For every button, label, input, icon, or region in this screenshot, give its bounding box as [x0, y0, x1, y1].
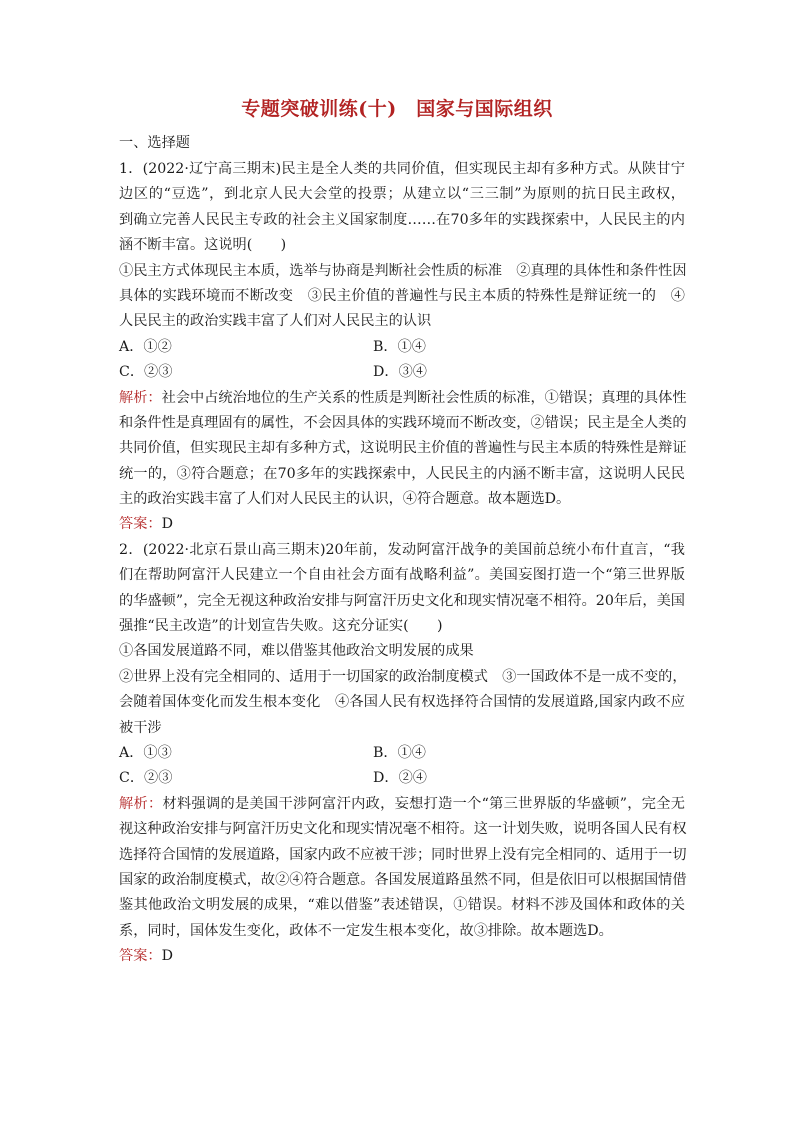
- analysis-line: [119, 792, 685, 817]
- option-d: D．②④: [373, 770, 427, 787]
- analysis-line: 选择符合国情的发展道路，国家内政不应被干涉；同时世界上没有完全相同的、适用于一切: [119, 846, 687, 863]
- option-a: A．①②: [119, 338, 172, 355]
- option-c: C．②③: [119, 364, 173, 381]
- analysis-line: 鉴其他政治文明发展的成果，“难以借鉴”表述错误，①错误。材料不涉及国体和政体的关: [119, 897, 685, 914]
- answer-label: 答案：: [119, 948, 162, 965]
- document-body: [119, 131, 685, 970]
- analysis-line: 统一的，③符合题意；在70多年的实践探索中，人民民主的内涵不断丰富，这说明人民民: [119, 465, 685, 482]
- options-row: [119, 335, 685, 360]
- section-heading: 一、选择题: [119, 135, 190, 151]
- analysis-label: 解析：: [119, 795, 163, 812]
- question-2: [119, 538, 685, 970]
- statement-line: ①民主方式体现民主本质，选举与协商是判断社会性质的标准 ②真理的具体性和条件性因: [119, 262, 687, 279]
- answer-line: [119, 944, 685, 969]
- analysis-line: 和条件性是真理固有的属性，不会因具体的实践环境而不断改变，②错误；民主是全人类的: [119, 414, 687, 431]
- question-stem-line: 们在帮助阿富汗人民建立一个自由社会方面有战略利益”。美国妄图打造一个“第三世界版: [119, 567, 685, 584]
- option-d: D．③④: [373, 364, 427, 381]
- statement-line: ①各国发展道路不同，难以借鉴其他政治文明发展的成果: [119, 643, 474, 660]
- question-stem-line: 强推“民主改造”的计划宣告失败。这充分证实( ): [119, 618, 443, 635]
- question-stem-line: 涵不断丰富。这说明( ): [119, 237, 287, 254]
- answer-label: 答案：: [119, 516, 162, 533]
- analysis-line: [119, 386, 685, 411]
- question-stem-line: 边区的“豆选”，到北京人民大会堂的投票；从建立以“三三制”为原则的抗日民主政权，: [119, 186, 685, 203]
- analysis-line: 主的政治实践丰富了人们对人民民主的认识，④符合题意。故本题选D。: [119, 491, 571, 508]
- statement-line: 会随着国体变化而发生根本变化 ④各国人民有权选择符合国情的发展道路,国家内政不应: [119, 694, 685, 711]
- statement-line: ②世界上没有完全相同的、适用于一切国家的政治制度模式 ③一国政体不是一成不变的，: [119, 668, 687, 685]
- options-row: [119, 741, 685, 766]
- question-stem-line: 到确立完善人民民主专政的社会主义国家制度……在70多年的实践探索中，人民民主的内: [119, 211, 685, 228]
- analysis-line: 国家的政治制度模式，故②④符合题意。各国发展道路虽然不同，但是依旧可以根据国情借: [119, 871, 687, 888]
- answer-line: [119, 512, 685, 537]
- option-b: B．①④: [373, 744, 426, 761]
- question-stem-line: 2．(2022·北京石景山高三期末)20年前，发动阿富汗战争的美国前总统小布什直言，“我: [119, 541, 685, 558]
- question-stem-line: 的华盛顿”，完全无视这种政治安排与阿富汗历史文化和现实情况毫不相符。20年后，美国: [119, 592, 685, 609]
- option-a: A．①③: [119, 744, 172, 761]
- question-stem-line: 1．(2022·辽宁高三期末)民主是全人类的共同价值，但实现民主却有多种方式。从陕甘宁: [119, 161, 685, 177]
- page-title: 专题突破训练(十) 国家与国际组织: [241, 98, 553, 120]
- analysis-text: 材料强调的是美国干涉阿富汗内政，妄想打造一个“第三世界版的华盛顿”，完全无: [162, 795, 685, 812]
- analysis-line: 视这种政治安排与阿富汗历史文化和现实情况毫不相符。这一计划失败，说明各国人民有权: [119, 821, 687, 838]
- option-b: B．①④: [373, 338, 426, 355]
- question-1: [119, 157, 685, 538]
- statement-line: 被干涉: [119, 719, 162, 736]
- option-c: C．②③: [119, 770, 173, 787]
- answer-value: D: [161, 948, 173, 965]
- options-row: [119, 766, 685, 791]
- analysis-text: 社会中占统治地位的生产关系的性质是判断社会性质的标准，①错误；真理的具体性: [161, 389, 687, 406]
- answer-value: D: [161, 516, 173, 533]
- statement-line: 具体的实践环境而不断改变 ③民主价值的普遍性与民主本质的特殊性是辩证统一的 ④: [119, 287, 685, 304]
- analysis-line: 系，同时，国体发生变化，政体不一定发生根本变化，故③排除。故本题选D。: [119, 922, 613, 939]
- statement-line: 人民民主的政治实践丰富了人们对人民民主的认识: [119, 313, 432, 330]
- analysis-label: 解析：: [119, 389, 162, 406]
- analysis-line: 共同价值，但实现民主却有多种方式，这说明民主价值的普遍性与民主本质的特殊性是辩证: [119, 440, 687, 457]
- options-row: [119, 360, 685, 385]
